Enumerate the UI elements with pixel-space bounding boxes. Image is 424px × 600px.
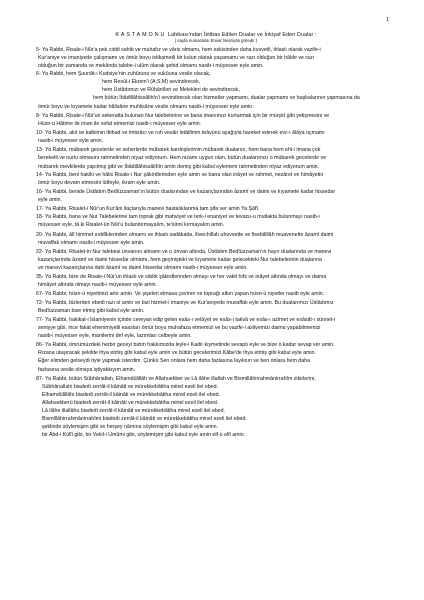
title-text: Lahikası'ndan İktibas Edilen Dualar ve İnkişaf Eden Dualar : bbox=[167, 32, 317, 38]
body-text-line: bereketli ve nurlu olmasını rahmetinden niyaz ediyorum. Hem nizamı uygun olan, bütün dualarımızı o mübarek gecelerde ve bbox=[38, 155, 327, 162]
body-text-line: olduğun bir zamanda ve mekânda talebe-i ulûm olarak şehid olmamı nasib-i müyesser eyle amin. bbox=[38, 63, 264, 70]
body-text-line: 14- Ya Rabbi, beni hakiki ve hâlis Risale-i Nur şâkirdlerinden eyle amin ve bana olan inâyet ve rahmet, nezâret ve himâyetin bbox=[36, 171, 324, 178]
body-text-line: 18- Ya Rabbi, bana ve Nur Talebelerine tam toprak gibi mahviyet ve terk-i enaniyet ve tevazu-u mutlakta bulunmayı nasib-i bbox=[36, 214, 320, 221]
body-text-line: ömür boyu ve kıyamete kadar hâlisâne muhlisâne vesile olmamı nasib-i müyesser eyle amin. bbox=[38, 103, 254, 110]
body-text-line: 8- Ya Rabbi, Risale-i Nûr'un sekeratta bulunan Nur talebelerine ve bana imanımızı kurtarmak için bir mürşid gibi yetişmesini ve bbox=[36, 112, 330, 119]
body-text-line: Elhamdülillâhi biadedi zerrât-il kâinâti ve mürekkebâtiha minel ezeli ilel ebed. bbox=[42, 391, 221, 398]
body-text-line: ve manevi kazançlarına dahi âzamî ve daimi hissedar olmamı nasib-i müyesser eyle amin. bbox=[38, 265, 248, 271]
body-text-line: hem bütün İbâdillâhissâlihîn'i sevindirecek olan hizmetler yapmamı, dualar yapmamı ve başkalarının yapmasına da bbox=[93, 95, 360, 102]
body-text-line: kazançlarında âzamî ve daimi hissedar olmamı, hem geçmişteki ve kıyamete kadar gelecekteki Nur talebelerinin dualarına bbox=[38, 256, 322, 263]
body-text-line: Hüsn-ü Hâtime ile iman ile vefat etmemizi nasib-i müyesser eyle amin. bbox=[38, 120, 202, 127]
body-text-line: muvaffak olmamı nasib-i müyesser eyle amin. bbox=[38, 239, 145, 246]
body-text-line: ömür boyu devam etmesini lütfeyle, ikram eyle amin. bbox=[38, 179, 161, 186]
body-text-line: 5- Ya Rabbi, Risale-i Nûr'a pek ciddi sahib ve muhafız ve vâris olmamı, hem eskisinden daha kuvvetli, ihlaslı olarak vazife-i bbox=[36, 46, 321, 53]
body-text-line: mübarek mevkilerde yapılmış gibi ve İbâdillâhissâlihîn amin demiş gibi kabul eylemeni rahmetinden niyaz ediyorum amin. bbox=[38, 163, 320, 170]
body-text-line: nasib-i müyesser eyle, manilerini def eyle, lazımları celbeyle amin. bbox=[38, 333, 192, 340]
body-text-line: Sübhânallahi biadedi zerrât-il kâinâti ve mürekkebâtiha minel ezeli ilel ebed. bbox=[42, 383, 218, 390]
body-text-line: şeklinde söylemişim gibi ve herşey nâmına söylemişim gibi kabul eyle amin. bbox=[42, 424, 218, 431]
body-text-line: bir Abd-i Küllî gibi, bir Vekil-i Umûmi gibi, söylemişim gibi kabul eyle amin elf-ü elfi amin. bbox=[42, 432, 246, 439]
body-text-line: nasib-i müyesser eyle amin. bbox=[38, 138, 104, 145]
body-text-line: 67- Ya Rabbi, hüsn-ü niyetimizi artır amin. Ve şişeleri elmasa çeviren ve toprağı altun yapan hüsn-ü niyetler nasib eyle amin. bbox=[36, 291, 325, 298]
body-text-line: 6- Ya Rabbi, hem Şuunât-ı Kudsiye'nin zuhûruna ve vukûuna vesile olacak, bbox=[36, 71, 211, 78]
title-city: KASTAMONU bbox=[115, 32, 167, 38]
body-text-line: Bismillâhirrahmânirrahîmi biadedi zerrât-il kâinâti ve mürekkebâtiha minel ezeli ilel ebed. bbox=[42, 416, 247, 423]
body-text-line: müyesser eyle, tâ ki Risalet-ün Nûr'u bulandırmayalım, te'sirini kırmayalım amin. bbox=[38, 222, 225, 229]
document-body bbox=[36, 46, 396, 440]
body-text-line: Bedîüzzaman bize etmiş gibi kabul eyle amin. bbox=[38, 307, 145, 314]
body-text-line: Rızana ulaşıracak şekilde ihya etmiş gibi kabul eyle amin ve bütün gecelerimizi Kâbe'de ihya etmiş gibi kabul eyle amin. bbox=[38, 350, 316, 357]
body-text-line: Eğer elimden gelseydi öyle yapmak isterdim. Çünkü Sen onlara hem daha fazlasına layıksın ve ben onlara hem daha bbox=[38, 358, 310, 365]
body-text-line: Lâ ilâhe illallâhu biadedi zerrât-il kâinâti ve mürekkebâtiha minel ezeli ilel ebed. bbox=[42, 408, 225, 415]
body-text-line: 13- Ya Rabbi, mübarek gecelerde ve seherlerde mübarek kardeşlerimin mübarek dualarını, hem bana hem ehl-i imana çok bbox=[36, 147, 321, 154]
page-number: 1 bbox=[386, 17, 389, 23]
body-text-line: hem Resûl-i Ekrem'i (A.S.M) sevindirecek, bbox=[102, 79, 201, 86]
body-text-line: 35- Ya Rabbi, bize de Risale-i Nûr'un ihlaslı ve sâdık şâkirdlerinden olmayı ve her vakit hıfz ve inâyet altında olmayı ve daima bbox=[36, 274, 327, 281]
body-text-line: 16- Ya Rabbi, benide Üstâdım Bedîüzzaman'ın bütün dualarından ve kazançlarından âzamî ve daimi ve kıyamete kadar hissedar bbox=[36, 188, 336, 195]
body-text-line: fazlasına vesile olmaya iştiyakkıyım amin. bbox=[38, 366, 136, 373]
body-text-line: 22- Ya Rabbi, Risalet-in Nur talebesi ünvanını almamı ve o ünvan altında, Üstâdım Bedîüzzaman'ın hayır dualarında ve manevi bbox=[36, 248, 332, 255]
body-text-line: hem Üstâdımızı ve Rûhânîleri ve Melekleri de sevindirecek, bbox=[102, 87, 241, 94]
body-text-line: Kur'aniye ve imaniyede çalışmamı ve ömür boyu istikametli bir kulun olarak yaşamamı ve razı olduğun bir hâlde ve razı bbox=[38, 55, 315, 61]
body-text-line: 17- Ya Rabbi, Risalet-i Nûr'un Kur'âni ilaçlarıyla manevi hastalıklarıma tam şifa ver amin Ya Şâfî. bbox=[36, 206, 260, 213]
document-subtitle: ( sayfa numaraları Envar Neşriyatı göredir ) bbox=[174, 38, 258, 44]
body-text-line: 10- Ya Rabbi, akıl ve kalbimin ittihad ve imtizâcı ve ruh vesâir letâifimin teâvünü ayağıyla hareket ederek evc-i âlâya uçmamı bbox=[36, 130, 325, 137]
body-text-line: 77- Ya Rabbi, hakikat-i İslamiyenin içinde cereyan edip gelen esâs-ı velâyet ve esâs-ı takvâ ve esâs-ı azîmet ve esâsât-ı sünnet-i bbox=[36, 316, 336, 323]
body-text-line: 72- Ya Rabbi, bizlerden ebedi razı ol amin ve bizi hizmet-i imaniye ve Kur'aniyede muvaffak eyle amin. Bu dualarımızı Üstâdımız bbox=[36, 299, 334, 306]
body-text-line: 20- Ya Rabbi, âlî himmet sıddîklerinden olmamı ve ihlaslı sadâkatta, ilivechillah uhuvvette ve fisebilillâh muavenette âzamî daimi bbox=[36, 231, 334, 238]
body-text-line: seniyye gibi, ince fakat ehemmiyetli esasları ömür boyu muhafaza etmemizi ve bu vazife-i asliyemizi daima yapabilmemizi bbox=[38, 324, 321, 331]
body-text-line: Allahuekberü biadedi zerrât-il kâinâti ve mürekkebâtiha minel ezeli ilel ebed. bbox=[42, 399, 219, 406]
body-text-line: 86- Ya Rabbi, ömrümüzdeki herbir geceyi bizim hakkımızda leyle-i Kadir kıymetinde sevaplı eyle ve bize o kadar sevap ver amin. bbox=[36, 342, 335, 349]
body-text-line: himâyet altında olmayı nasib-i müyesser eyle amin. bbox=[38, 282, 158, 289]
body-text-line: 87- Ya Rabbi, bütün Sübhânallah, Elhamdülillâh ve Allahuekber ve Lâ ilâhe illallah ve Bismillâhirrahmânirrahîm zikirlerini, bbox=[36, 375, 316, 382]
body-text-line: eyle amin. bbox=[38, 196, 62, 203]
